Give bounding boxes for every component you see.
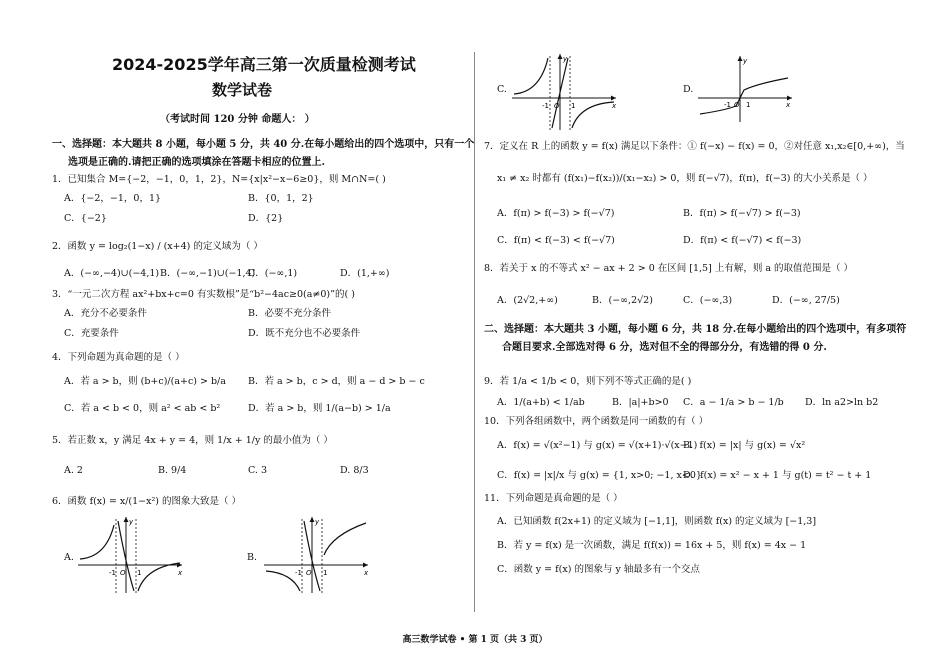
exam-subtitle: 数学试卷 xyxy=(212,81,273,99)
q10-option-c[interactable]: C．f(x) = |x|/x 与 g(x) = {1, x>0; −1, x<0} xyxy=(497,470,702,481)
q3-option-a[interactable]: A．充分不必要条件 xyxy=(64,308,147,319)
graph-a-one: 1 xyxy=(137,569,142,577)
q2-stem: 2．函数 y = log₂(1−x) / (x+4) 的定义域为（ ） xyxy=(52,241,263,252)
graph-b-x: x xyxy=(364,569,369,577)
section1-heading: 一、选择题：本大题共 8 小题，每小题 5 分，共 40 分.在每小题给出的四个选项中，只有一个 xyxy=(52,139,475,150)
section2-heading: 二、选择题：本大题共 3 小题，每小题 6 分，共 18 分.在每小题给出的四个选项中，有多项符 xyxy=(484,324,907,335)
graph-a-origin: O xyxy=(120,569,126,577)
graph-d-y: y xyxy=(743,57,748,65)
graph-a-y: y xyxy=(129,518,134,526)
q10-stem: 10．下列各组函数中，两个函数是同一函数的有（ ） xyxy=(484,416,709,427)
q4-option-d[interactable]: D．若 a > b，则 1/(a−b) > 1/a xyxy=(248,403,391,414)
graph-b-y: y xyxy=(315,518,320,526)
q5-option-d[interactable]: D. 8/3 xyxy=(340,465,369,476)
q9-option-a[interactable]: A．1/(a+b) < 1/ab xyxy=(497,397,585,408)
section2-heading-2: 合题目要求.全部选对得 6 分，选对但不全的得部分分，有选错的得 0 分. xyxy=(502,342,827,353)
graph-b-neg-one: -1 xyxy=(295,569,302,577)
graph-c-x: x xyxy=(612,102,617,110)
q3-option-b[interactable]: B．必要不充分条件 xyxy=(248,308,331,319)
q8-option-a[interactable]: A．(2√2,+∞) xyxy=(497,295,558,306)
graph-c-y: y xyxy=(563,55,568,63)
q2-option-b[interactable]: B．(−∞,−1)∪(−1,4) xyxy=(160,268,256,279)
exam-title: 2024-2025学年高三第一次质量检测考试 xyxy=(112,55,416,74)
q7-option-d[interactable]: D．f(π) < f(−√7) < f(−3) xyxy=(683,235,802,246)
graph-c-one: 1 xyxy=(571,102,576,110)
exam-meta: （考试时间 120 分钟 命题人： ） xyxy=(160,114,315,125)
q4-option-c[interactable]: C．若 a < b < 0，则 a² < ab < b² xyxy=(64,403,221,414)
graph-b xyxy=(262,515,372,595)
q5-option-b[interactable]: B. 9/4 xyxy=(158,465,187,476)
q8-stem: 8．若关于 x 的不等式 x² − ax + 2 > 0 在区间 [1,5] 上有解，则 a 的取值范围是（ ） xyxy=(484,263,854,274)
q4-stem: 4．下列命题为真命题的是（ ） xyxy=(52,352,185,363)
q1-stem: 1．已知集合 M={−2，−1，0，1，2}，N={x|x²−x−6≥0}，则 M∩N=( ) xyxy=(52,174,386,185)
graph-d-origin: O xyxy=(734,101,740,109)
graph-d xyxy=(696,54,796,124)
q6-option-d[interactable]: D. xyxy=(683,84,694,95)
q3-option-c[interactable]: C．充要条件 xyxy=(64,328,119,339)
q7-option-a[interactable]: A．f(π) > f(−3) > f(−√7) xyxy=(497,208,615,219)
q1-option-a[interactable]: A．{−2，−1，0，1} xyxy=(64,193,162,204)
q11-option-a[interactable]: A．已知函数 f(2x+1) 的定义域为 [−1,1]，则函数 f(x) 的定义域为 [−1,3] xyxy=(497,516,817,527)
q1-option-b[interactable]: B．{0，1，2} xyxy=(248,193,314,204)
q9-option-d[interactable]: D．ln a2>ln b2 xyxy=(805,397,879,408)
q4-option-b[interactable]: B．若 a > b，c > d，则 a − d > b − c xyxy=(248,376,425,387)
q7-stem: 7．定义在 R 上的函数 y = f(x) 满足以下条件：① f(−x) − f(x) = 0，②对任意 x₁,x₂∈[0,+∞)，当 xyxy=(484,141,905,152)
graph-c-neg-one: -1 xyxy=(542,102,549,110)
q9-option-c[interactable]: C．a − 1/a > b − 1/b xyxy=(683,397,784,408)
q10-option-b[interactable]: B．f(x) = |x| 与 g(x) = √x² xyxy=(683,440,806,451)
q5-option-c[interactable]: C. 3 xyxy=(248,465,268,476)
q7-option-c[interactable]: C．f(π) < f(−3) < f(−√7) xyxy=(497,235,615,246)
q8-option-d[interactable]: D．(−∞, 27/5) xyxy=(772,295,840,306)
graph-a-x: x xyxy=(178,569,183,577)
q8-option-c[interactable]: C．(−∞,3) xyxy=(683,295,733,306)
q5-option-a[interactable]: A. 2 xyxy=(64,465,83,476)
graph-d-neg-one: -1 xyxy=(724,101,731,109)
q10-option-a[interactable]: A．f(x) = √(x²−1) 与 g(x) = √(x+1)·√(x−1) xyxy=(497,440,698,451)
q4-option-a[interactable]: A．若 a > b，则 (b+c)/(a+c) > b/a xyxy=(64,376,226,387)
graph-b-origin: O xyxy=(306,569,312,577)
q7-stem-2: x₁ ≠ x₂ 时都有 (f(x₁)−f(x₂))/(x₁−x₂) > 0，则 f(−√7)，f(π)，f(−3) 的大小关系是（ ） xyxy=(497,173,873,184)
q10-option-d[interactable]: D．f(x) = x² − x + 1 与 g(t) = t² − t + 1 xyxy=(683,470,872,481)
q6-stem: 6．函数 f(x) = x/(1−x²) 的图象大致是（ ） xyxy=(52,496,242,507)
graph-d-x: x xyxy=(786,101,791,109)
q2-option-a[interactable]: A．(−∞,−4)∪(−4,1) xyxy=(64,268,160,279)
q3-stem: 3．“一元二次方程 ax²+bx+c=0 有实数根”是“b²−4ac≥0(a≠0)”的( ) xyxy=(52,289,355,300)
q7-option-b[interactable]: B．f(π) > f(−√7) > f(−3) xyxy=(683,208,801,219)
q11-option-b[interactable]: B．若 y = f(x) 是一次函数，满足 f(f(x)) = 16x + 5，则 f(x) = 4x − 1 xyxy=(497,540,807,551)
q1-option-c[interactable]: C．{−2} xyxy=(64,213,107,224)
graph-c-origin: O xyxy=(554,102,560,110)
graph-a xyxy=(76,515,186,595)
graph-b-one: 1 xyxy=(323,569,328,577)
q3-option-d[interactable]: D．既不充分也不必要条件 xyxy=(248,328,361,339)
q9-stem: 9．若 1/a < 1/b < 0，则下列不等式正确的是( ) xyxy=(484,376,692,387)
q11-option-c[interactable]: C．函数 y = f(x) 的图象与 y 轴最多有一个交点 xyxy=(497,564,700,575)
q1-option-d[interactable]: D．{2} xyxy=(248,213,284,224)
graph-c xyxy=(510,52,620,132)
graph-d-one: 1 xyxy=(746,101,751,109)
page-footer: 高三数学试卷 • 第 1 页（共 3 页） xyxy=(402,635,548,645)
q11-stem: 11．下列命题是真命题的是（ ） xyxy=(484,493,623,504)
q2-option-d[interactable]: D．(1,+∞) xyxy=(340,268,390,279)
graph-a-neg-one: -1 xyxy=(109,569,116,577)
q2-option-c[interactable]: C．(−∞,1) xyxy=(248,268,298,279)
q6-option-a[interactable]: A. xyxy=(64,552,74,563)
q6-option-c[interactable]: C. xyxy=(497,84,507,95)
q9-option-b[interactable]: B．|a|+b>0 xyxy=(612,397,669,408)
section1-heading-2: 选项是正确的.请把正确的选项填涂在答题卡相应的位置上. xyxy=(68,157,325,168)
q5-stem: 5．若正数 x，y 满足 4x + y = 4，则 1/x + 1/y 的最小值为（ ） xyxy=(52,435,333,446)
q6-option-b[interactable]: B. xyxy=(247,552,258,563)
q8-option-b[interactable]: B．(−∞,2√2) xyxy=(592,295,653,306)
